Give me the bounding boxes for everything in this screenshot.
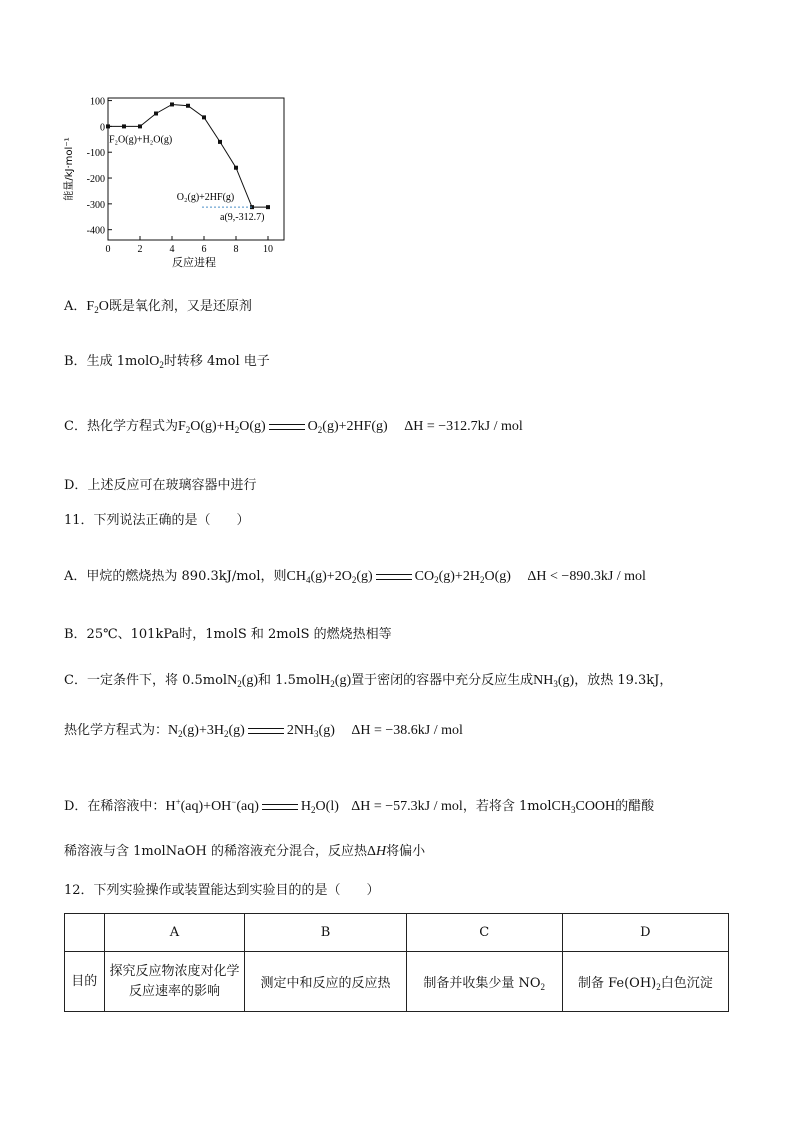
data-point (202, 115, 206, 119)
data-point (170, 102, 174, 106)
product-label: O₂(g)+2HF(g) (176, 192, 235, 204)
data-point (154, 111, 158, 115)
x-tick-label: 6 (201, 244, 207, 255)
q11-title: 11．下列说法正确的是（ ） (64, 513, 250, 528)
q11-d2-pre: 稀溶液与含 1molNaOH 的稀溶液充分混合，反应热 (64, 844, 367, 859)
q11-d-dh: ΔH = −57.3kJ / mol (351, 799, 463, 814)
q11-option-d-line2: 稀溶液与含 1molNaOH 的稀溶液充分混合，反应热ΔH将偏小 (64, 844, 426, 859)
option-a: A．$F_2O$既是氧化剂，又是还原剂 (64, 299, 252, 315)
table-cell: 制备并收集少量 $NO_2$ (406, 952, 562, 1012)
x-axis-label: 反应进程 (172, 256, 216, 269)
q11-d-post: ，若将含 1mol (462, 799, 552, 814)
table-cell: 探究反应物浓度对化学反应速率的影响 (104, 952, 245, 1012)
table-cell: 制备 $Fe(OH)_2$白色沉淀 (562, 952, 728, 1012)
q11-option-b: B．25℃、101kPa时，1molS 和 2molS 的燃烧热相等 (64, 627, 392, 642)
option-d-label: D． (64, 478, 88, 493)
cell-c-text: 制备并收集少量 NO (423, 975, 541, 991)
option-c-label: C． (64, 419, 87, 434)
y-tick-label: 0 (100, 122, 105, 134)
option-b-text2: 时转移 4mol 电子 (163, 354, 270, 369)
y-tick-label: 100 (90, 96, 105, 108)
y-tick-label: -200 (86, 174, 105, 186)
q11-option-a: A．甲烷的燃烧热为 890.3kJ/mol，则$CH_4(g)+2O_2(g)$ $CO_2(g)+2H_2O(g)$ ΔH < −890.3kJ / mol (64, 569, 646, 585)
q11-option-c-line2: 热化学方程式为：$N_2(g)+3H_2(g)$ $2NH_3(g)$ ΔH = −38.6kJ / mol (64, 723, 463, 739)
y-tick-label: -400 (86, 225, 105, 237)
data-point (234, 166, 238, 170)
x-tick-label: 2 (137, 244, 143, 255)
option-b-text1: 生成 1mol (86, 354, 150, 369)
table-row (65, 952, 729, 1012)
x-tick-label: 8 (233, 244, 239, 255)
table-header-cell: D (562, 914, 728, 952)
table-header-cell: A (104, 914, 245, 952)
q11-d-post2: 的醋酸 (615, 799, 655, 814)
q11-c-mid: 和 1.5mol (258, 673, 321, 688)
y-axis-label: 能量/kJ·mol⁻¹ (64, 137, 75, 201)
energy-diagram (60, 92, 290, 272)
q12-title: 12．下列实验操作或装置能达到实验目的的是（ ） (64, 883, 380, 898)
option-c: C．热化学方程式为$F_2O(g)+H_2O(g)$ $O_2(g)+2HF(g)$ ΔH = −312.7kJ / mol (64, 419, 523, 435)
table-cell: 测定中和反应的反应热 (245, 952, 406, 1012)
q11-d-pre: D．在稀溶液中： (64, 799, 166, 814)
row-label-cell: 目的 (65, 952, 105, 1012)
option-a-label: A． (64, 299, 87, 314)
option-a-text: 既是氧化剂，又是还原剂 (108, 299, 252, 314)
data-point (106, 124, 110, 128)
q11-c2-dh: ΔH = −38.6kJ / mol (351, 723, 463, 738)
table-header-cell (65, 914, 105, 952)
q11-c-mid2: 置于密闭的容器中充分反应生成 (351, 673, 534, 688)
cell-d-suffix: 白色沉淀 (660, 975, 713, 991)
q11-option-d-line1: D．在稀溶液中：H+(aq)+OH−(aq) $H_2O(l)$ ΔH = −57.3kJ / mol，若将含 1molCH$_3$COOH的醋酸 (64, 797, 655, 815)
y-tick-label: -100 (86, 148, 105, 160)
data-point (218, 140, 222, 144)
q11-a-text: A．甲烷的燃烧热为 890.3kJ/mol，则 (64, 569, 287, 584)
x-tick-label: 0 (105, 244, 111, 255)
table-header-cell: B (245, 914, 406, 952)
option-b: B．生成 1molO$_2$时转移 4mol 电子 (64, 354, 270, 370)
data-point (122, 124, 126, 128)
table-header-cell: C (406, 914, 562, 952)
experiment-table (64, 913, 729, 1012)
q11-a-dh: ΔH < −890.3kJ / mol (527, 569, 646, 584)
reactant-label: F₂O(g)+H₂O(g) (109, 134, 173, 146)
point-a-label: a(9,-312.7) (220, 212, 265, 224)
data-point (266, 205, 270, 209)
x-tick-label: 4 (169, 244, 175, 255)
option-b-label: B． (64, 354, 87, 369)
table-header-row (65, 914, 729, 952)
option-d (64, 477, 256, 495)
option-c-dh: ΔH = −312.7kJ / mol (404, 419, 523, 434)
option-c-text: 热化学方程式为 (86, 419, 178, 434)
q11-c-post: ，放热 19.3kJ， (574, 673, 673, 688)
q11-c-pre: C．一定条件下，将 0.5mol (64, 673, 228, 688)
plot-area (62, 97, 284, 269)
x-tick-label: 10 (263, 244, 273, 255)
q11-c2-pre: 热化学方程式为： (64, 723, 169, 738)
q11-d2-post: 将偏小 (386, 844, 426, 859)
data-point (138, 124, 142, 128)
cell-d-text: 制备 Fe(OH) (577, 975, 657, 991)
q11-option-c-line1: C．一定条件下，将 0.5molN$_2$(g)和 1.5molH$_2$(g)置于密闭的容器中充分反应生成$NH_3(g)$，放热 19.3kJ， (64, 673, 673, 689)
y-tick-label: -300 (86, 199, 105, 211)
data-point (186, 104, 190, 108)
option-d-text: 上述反应可在玻璃容器中进行 (87, 478, 257, 493)
